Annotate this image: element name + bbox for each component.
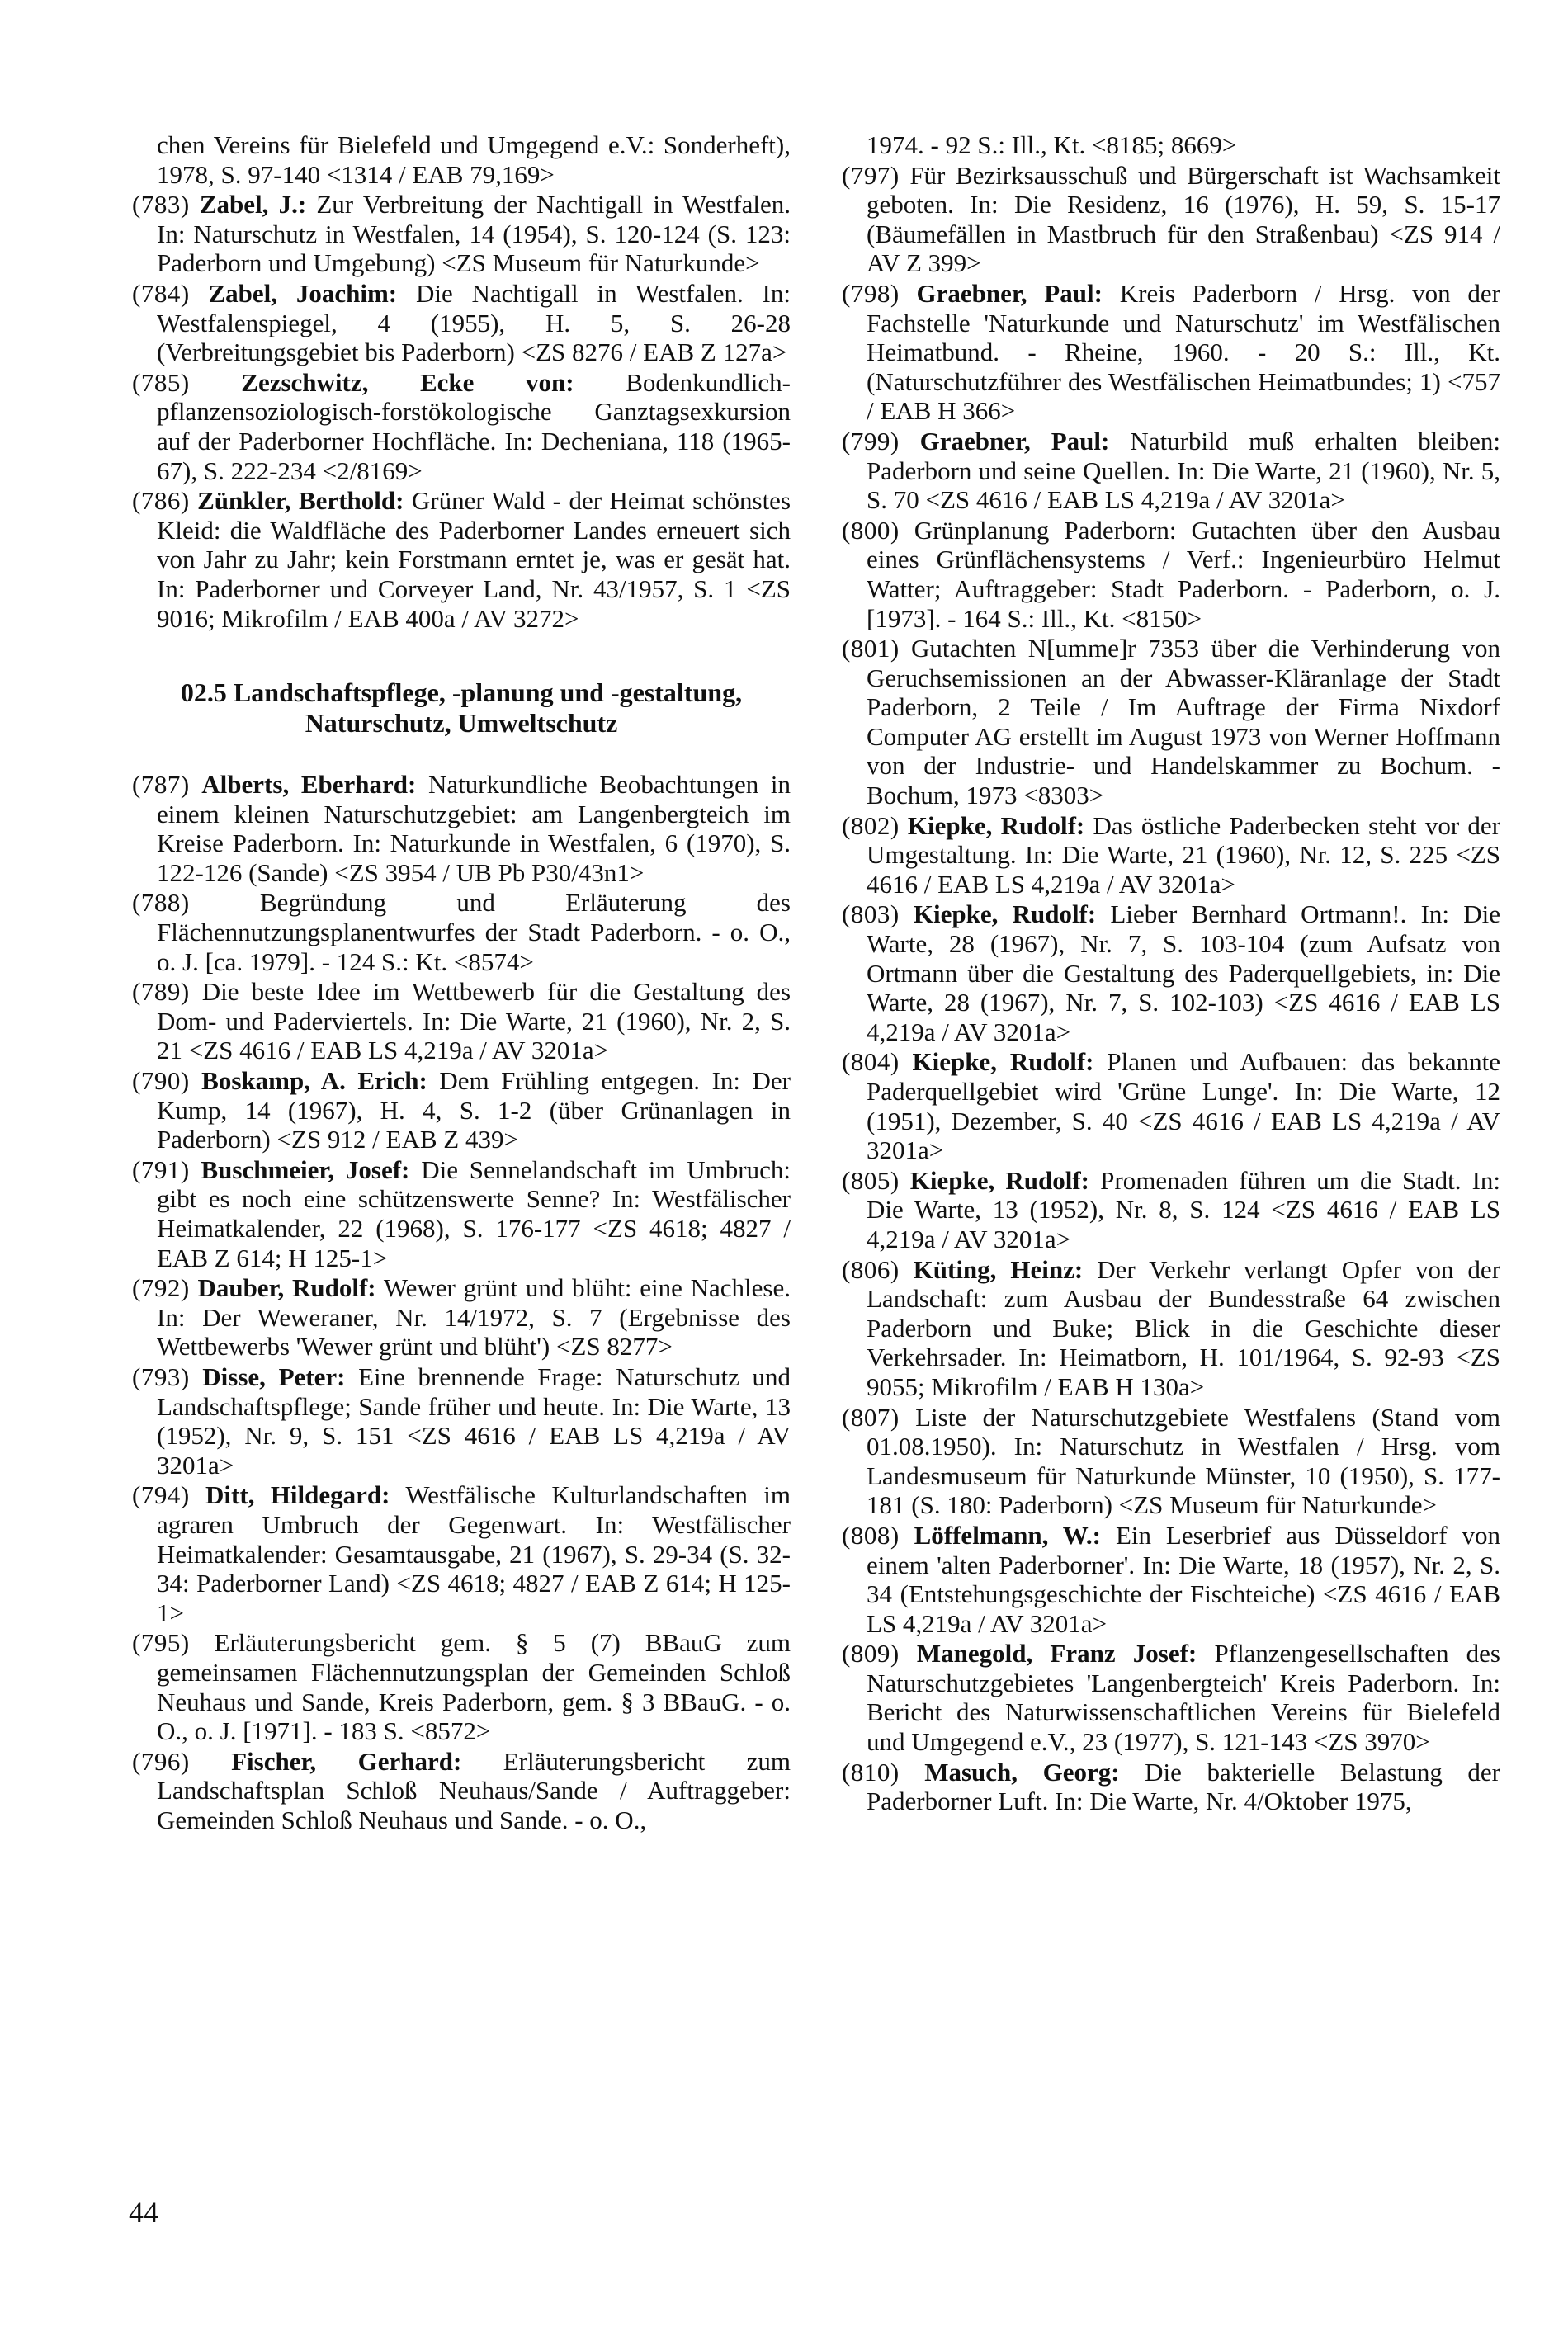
- bib-entry: (806) Küting, Heinz: Der Verkehr verlangt Opfer von der Landschaft: zum Ausbau der Bundesstraße 64 zwischen Paderborn und Buke; Blick in die Geschichte dieser Verkehrsader. In: Heimatborn, H. 101/1964, S. 92-93 <ZS 9055; Mikrofilm / EAB H 130a>: [842, 1254, 1501, 1401]
- bib-entry: (789) Die beste Idee im Wettbewerb für die Gestaltung des Dom- und Paderviertels. In: Die Warte, 21 (1960), Nr. 2, S. 21 <ZS 4616 / EAB LS 4,219a / AV 3201a>: [132, 977, 791, 1065]
- bib-entry: (797) Für Bezirksausschuß und Bürgerschaft ist Wachsamkeit geboten. In: Die Residenz, 16 (1976), H. 59, S. 15-17 (Bäumefällen in Mastbruch für den Straßenbau) <ZS 914 / AV Z 399>: [842, 160, 1500, 278]
- bib-entry: (790) Boskamp, A. Erich: Dem Frühling entgegen. In: Der Kump, 14 (1967), H. 4, S. 1-2 (über Grünanlagen in Paderborn) <ZS 912 / EAB Z 439>: [132, 1066, 791, 1154]
- bib-entry: (804) Kiepke, Rudolf: Planen und Aufbauen: das bekannte Paderquellgebiet wird 'Grüne Lunge'. In: Die Warte, 12 (1951), Dezember, S. 40 <ZS 4616 / EAB LS 4,219a / AV 3201a>: [842, 1047, 1500, 1165]
- bib-entry: (791) Buschmeier, Josef: Die Sennelandschaft im Umbruch: gibt es noch eine schützenswerte Senne? In: Westfälischer Heimatkalender, 22 (1968), S. 176-177 <ZS 4618; 4827 / EAB Z 614; H 125-1>: [132, 1154, 791, 1272]
- bib-entry: (792) Dauber, Rudolf: Wewer grünt und blüht: eine Nachlese. In: Der Weweraner, Nr. 14/1972, S. 7 (Ergebnisse des Wettbewerbs 'Wewer grünt und blüht') <ZS 8277>: [132, 1273, 791, 1362]
- bib-entry: (783) Zabel, J.: Zur Verbreitung der Nachtigall in Westfalen. In: Naturschutz in Westfalen, 14 (1954), S. 120-124 (S. 123: Paderborn und Umgebung) <ZS Museum für Naturkunde>: [132, 190, 791, 278]
- bib-entry: (796) Fischer, Gerhard: Erläuterungsbericht zum Landschaftsplan Schloß Neuhaus/Sande / Auftraggeber: Gemeinden Schloß Neuhaus und Sande. - o. O.,: [132, 1746, 791, 1834]
- section-heading: [132, 677, 791, 739]
- bib-entry: (785) Zezschwitz, Ecke von: Bodenkundlich-pflanzensoziologisch-forstökologische Ganztagsexkursion auf der Paderborner Hochfläche. In: Decheniana, 118 (1965-67), S. 222-234 <2/8169>: [132, 367, 791, 485]
- bib-entry: (809) Manegold, Franz Josef: Pflanzengesellschaften des Naturschutzgebietes 'Langenbergteich' Kreis Paderborn. In: Bericht des Naturwissenschaftlichen Vereins für Bielefeld und Umgegend e.V., 23 (1977), S. 121-143 <ZS 3970>: [842, 1639, 1500, 1757]
- bib-entry: (795) Erläuterungsbericht gem. § 5 (7) BBauG zum gemeinsamen Flächennutzungsplan der Gemeinden Schloß Neuhaus und Sande, Kreis Paderborn, gem. § 3 BBauG. - o. O., o. J. [1971]. - 183 S. <8572>: [132, 1628, 791, 1746]
- bib-entry: (803) Kiepke, Rudolf: Lieber Bernhard Ortmann!. In: Die Warte, 28 (1967), Nr. 7, S. 103-104 (zum Aufsatz von Ortmann über die Gestaltung des Paderquellgebiets, in: Die Warte, 28 (1967), Nr. 7, S. 102-103) <ZS 4616 / EAB LS 4,219a / AV 3201a>: [842, 899, 1500, 1046]
- bib-entry: (800) Grünplanung Paderborn: Gutachten über den Ausbau eines Grünflächensystems / Verf.: Ingenieurbüro Helmut Watter; Auftraggeber: Stadt Paderborn. - Paderborn, o. J. [1973]. - 164 S.: Ill., Kt. <8150>: [842, 515, 1501, 633]
- bib-entry: (794) Ditt, Hildegard: Westfälische Kulturlandschaften im agraren Umbruch der Gegenwart. In: Westfälischer Heimatkalender: Gesamtausgabe, 21 (1967), S. 29-34 (S. 32-34: Paderborner Land) <ZS 4618; 4827 / EAB Z 614; H 125-1>: [132, 1480, 791, 1627]
- section-heading-line1: 02.5 Landschaftspflege, -planung und -gestaltung,: [180, 677, 743, 708]
- bib-entry: (787) Alberts, Eberhard: Naturkundliche Beobachtungen in einem kleinen Naturschutzgebiet: am Langenbergteich im Kreise Paderborn. In: Naturkunde in Westfalen, 6 (1970), S. 122-126 (Sande) <ZS 3954 / UB Pb P30/43n1>: [132, 770, 791, 887]
- section-heading-line2: Naturschutz, Umweltschutz: [305, 708, 618, 739]
- bib-entry: (810) Masuch, Georg: Die bakterielle Belastung der Paderborner Luft. In: Die Warte, Nr. 4/Oktober 1975,: [842, 1757, 1501, 1816]
- bib-entry: chen Vereins für Bielefeld und Umgegend e.V.: Sonderheft), 1978, S. 97-140 <1314 / EAB 79,169>: [157, 130, 791, 189]
- bib-entry: (802) Kiepke, Rudolf: Das östliche Paderbecken steht vor der Umgestaltung. In: Die Warte, 21 (1960), Nr. 12, S. 225 <ZS 4616 / EAB LS 4,219a / AV 3201a>: [842, 810, 1501, 899]
- bib-entry: (808) Löffelmann, W.: Ein Leserbrief aus Düsseldorf von einem 'alten Paderborner'. In: Die Warte, 18 (1957), Nr. 2, S. 34 (Entstehungsgeschichte der Fischteiche) <ZS 4616 / EAB LS 4,219a / AV 3201a>: [842, 1520, 1500, 1638]
- bib-entry: (798) Graebner, Paul: Kreis Paderborn / Hrsg. von der Fachstelle 'Naturkunde und Naturschutz' im Westfälischen Heimatbund. - Rheine, 1960. - 20 S.: Ill., Kt. (Naturschutzführer des Westfälischen Heimatbundes; 1) <757 / EAB H 366>: [842, 278, 1501, 426]
- bib-entry: (786) Zünkler, Berthold: Grüner Wald - der Heimat schönstes Kleid: die Waldfläche des Paderborner Landes erneuert sich von Jahr zu Jahr; kein Forstmann erntet je, was er gesät hat. In: Paderborner und Corveyer Land, Nr. 43/1957, S. 1 <ZS 9016; Mikrofilm / EAB 400a / AV 3272>: [132, 486, 791, 633]
- bib-entry: (799) Graebner, Paul: Naturbild muß erhalten bleiben: Paderborn und seine Quellen. In: Die Warte, 21 (1960), Nr. 5, S. 70 <ZS 4616 / EAB LS 4,219a / AV 3201a>: [842, 426, 1501, 515]
- bib-entry: (793) Disse, Peter: Eine brennende Frage: Naturschutz und Landschaftspflege; Sande früher und heute. In: Die Warte, 13 (1952), Nr. 9, S. 151 <ZS 4616 / EAB LS 4,219a / AV 3201a>: [132, 1362, 791, 1480]
- page-number: 44: [129, 2196, 158, 2229]
- left-column: [132, 130, 791, 1835]
- right-column: [842, 130, 1500, 1817]
- bib-entry: (807) Liste der Naturschutzgebiete Westfalens (Stand vom 01.08.1950). In: Naturschutz in Westfalen / Hrsg. vom Landesmuseum für Naturkunde Münster, 10 (1950), S. 177-181 (S. 180: Paderborn) <ZS Museum für Naturkunde>: [842, 1402, 1500, 1520]
- bib-entry: (784) Zabel, Joachim: Die Nachtigall in Westfalen. In: Westfalenspiegel, 4 (1955), H. 5, S. 26-28 (Verbreitungsgebiet bis Paderborn) <ZS 8276 / EAB Z 127a>: [132, 278, 791, 367]
- bib-entry: 1974. - 92 S.: Ill., Kt. <8185; 8669>: [867, 130, 1237, 159]
- bib-entry: (788) Begründung und Erläuterung des Flächennutzungsplanentwurfes der Stadt Paderborn. - o. O., o. J. [ca. 1979]. - 124 S.: Kt. <8574>: [132, 888, 791, 976]
- bib-entry: (805) Kiepke, Rudolf: Promenaden führen um die Stadt. In: Die Warte, 13 (1952), Nr. 8, S. 124 <ZS 4616 / EAB LS 4,219a / AV 3201a>: [842, 1165, 1501, 1253]
- bib-entry: (801) Gutachten N[umme]r 7353 über die Verhinderung von Geruchsemissionen an der Abwasser-Kläranlage der Stadt Paderborn, 2 Teile / Im Auftrage der Firma Nixdorf Computer AG erstellt im August 1973 von Werner Hoffmann von der Industrie- und Handelskammer zu Bochum. - Bochum, 1973 <8303>: [842, 634, 1501, 810]
